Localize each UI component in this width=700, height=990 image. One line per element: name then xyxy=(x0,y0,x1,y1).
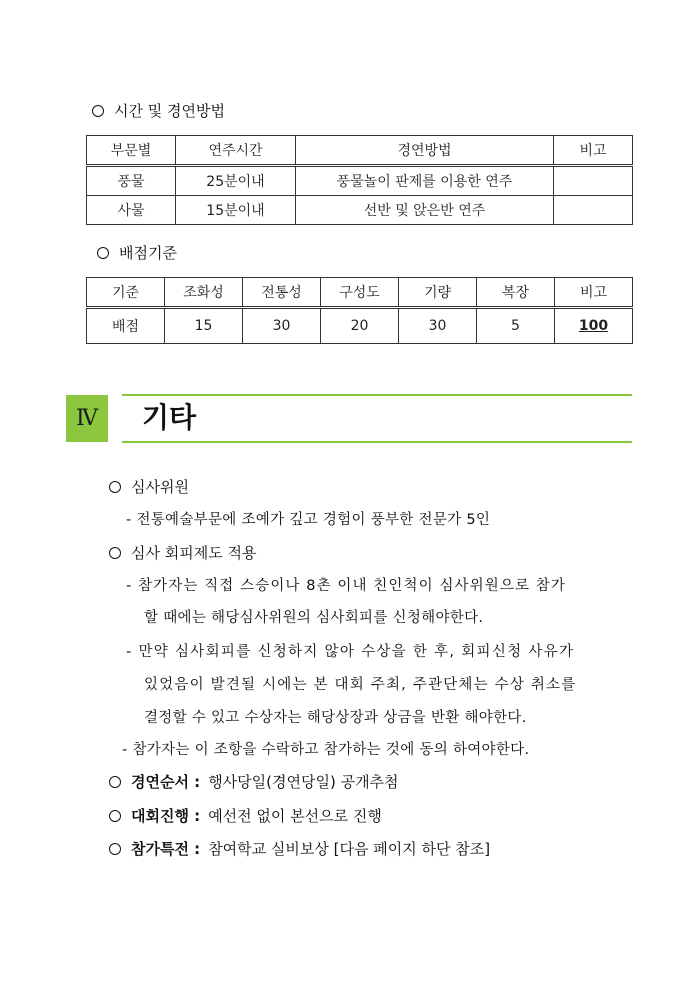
table-cell: 15 xyxy=(165,308,243,344)
consent-line: - 참가자는 이 조항을 수락하고 참가하는 것에 동의 하여야한다. xyxy=(122,742,530,758)
recusal-line: 할 때에는 해당심사위원의 심사회피를 신청해야한다. xyxy=(144,610,484,626)
table-cell xyxy=(554,166,633,196)
table-header-cell: 구성도 xyxy=(321,278,399,308)
table-header-cell: 비고 xyxy=(555,278,633,308)
chapter-rule-top xyxy=(122,394,632,396)
table-row xyxy=(87,166,633,196)
recusal-line: 있었음이 발견될 시에는 본 대회 주최, 주관단체는 수상 취소를 xyxy=(144,677,577,693)
chapter-number: Ⅳ xyxy=(66,395,108,442)
section-heading-score-text: 배점기준 xyxy=(119,244,177,262)
table-header-cell: 경연방법 xyxy=(296,136,554,166)
score-table xyxy=(86,277,633,344)
table-header-cell: 전통성 xyxy=(243,278,321,308)
circle-bullet-icon xyxy=(109,810,121,822)
table-header-cell: 부문별 xyxy=(87,136,176,166)
benefit-item xyxy=(109,838,490,859)
recusal-line: 결정할 수 있고 수상자는 해당상장과 상금을 반환 해야한다. xyxy=(144,710,527,726)
table-header-row xyxy=(87,278,633,308)
recusal-line: - 참가자는 직접 스승이나 8촌 이내 친인척이 심사위원으로 참가 xyxy=(126,578,567,594)
judges-heading-text: 심사위원 xyxy=(131,478,189,496)
circle-bullet-icon xyxy=(97,247,109,259)
chapter-title: 기타 xyxy=(142,401,197,434)
table-header-cell: 조화성 xyxy=(165,278,243,308)
table-cell: 25분이내 xyxy=(176,166,296,196)
circle-bullet-icon xyxy=(109,843,121,855)
order-label: 경연순서 : xyxy=(131,773,201,791)
table-cell: 15분이내 xyxy=(176,196,296,225)
circle-bullet-icon xyxy=(109,481,121,493)
order-item xyxy=(109,771,399,792)
circle-bullet-icon xyxy=(92,105,104,117)
table-cell: 20 xyxy=(321,308,399,344)
table-cell: 선반 및 앉은반 연주 xyxy=(296,196,554,225)
table-header-cell: 연주시간 xyxy=(176,136,296,166)
time-method-table xyxy=(86,135,633,225)
benefit-label: 참가특전 : xyxy=(131,840,201,858)
order-value: 행사당일(경연당일) 공개추첨 xyxy=(208,773,399,791)
table-cell: 풍물놀이 판제를 이용한 연주 xyxy=(296,166,554,196)
table-cell-total: 100 xyxy=(555,308,633,344)
table-cell: 30 xyxy=(243,308,321,344)
table-cell: 30 xyxy=(399,308,477,344)
judges-heading xyxy=(109,476,189,497)
recusal-heading xyxy=(109,542,256,563)
table-header-cell: 기준 xyxy=(87,278,165,308)
table-cell xyxy=(554,196,633,225)
section-heading-time xyxy=(92,100,225,121)
table-row xyxy=(87,308,633,344)
table-header-cell: 기량 xyxy=(399,278,477,308)
benefit-value: 참여학교 실비보상 [다음 페이지 하단 참조] xyxy=(208,840,491,858)
section-heading-score xyxy=(97,242,177,263)
table-row xyxy=(87,196,633,225)
table-cell: 5 xyxy=(477,308,555,344)
table-header-cell: 복장 xyxy=(477,278,555,308)
circle-bullet-icon xyxy=(109,547,121,559)
recusal-line: - 만약 심사회피를 신청하지 않아 수상을 한 후, 회피신청 사유가 xyxy=(126,644,575,660)
table-header-row xyxy=(87,136,633,166)
chapter-rule-bottom xyxy=(122,441,632,443)
table-cell: 사물 xyxy=(87,196,176,225)
table-cell: 배점 xyxy=(87,308,165,344)
progress-item xyxy=(109,805,382,826)
progress-label: 대회진행 : xyxy=(131,807,201,825)
circle-bullet-icon xyxy=(109,776,121,788)
recusal-heading-text: 심사 회피제도 적용 xyxy=(131,544,257,562)
judges-detail: - 전통예술부문에 조예가 깊고 경험이 풍부한 전문가 5인 xyxy=(126,512,491,528)
table-cell: 풍물 xyxy=(87,166,176,196)
section-heading-time-text: 시간 및 경연방법 xyxy=(114,102,225,120)
table-header-cell: 비고 xyxy=(554,136,633,166)
progress-value: 예선전 없이 본선으로 진행 xyxy=(208,807,382,825)
